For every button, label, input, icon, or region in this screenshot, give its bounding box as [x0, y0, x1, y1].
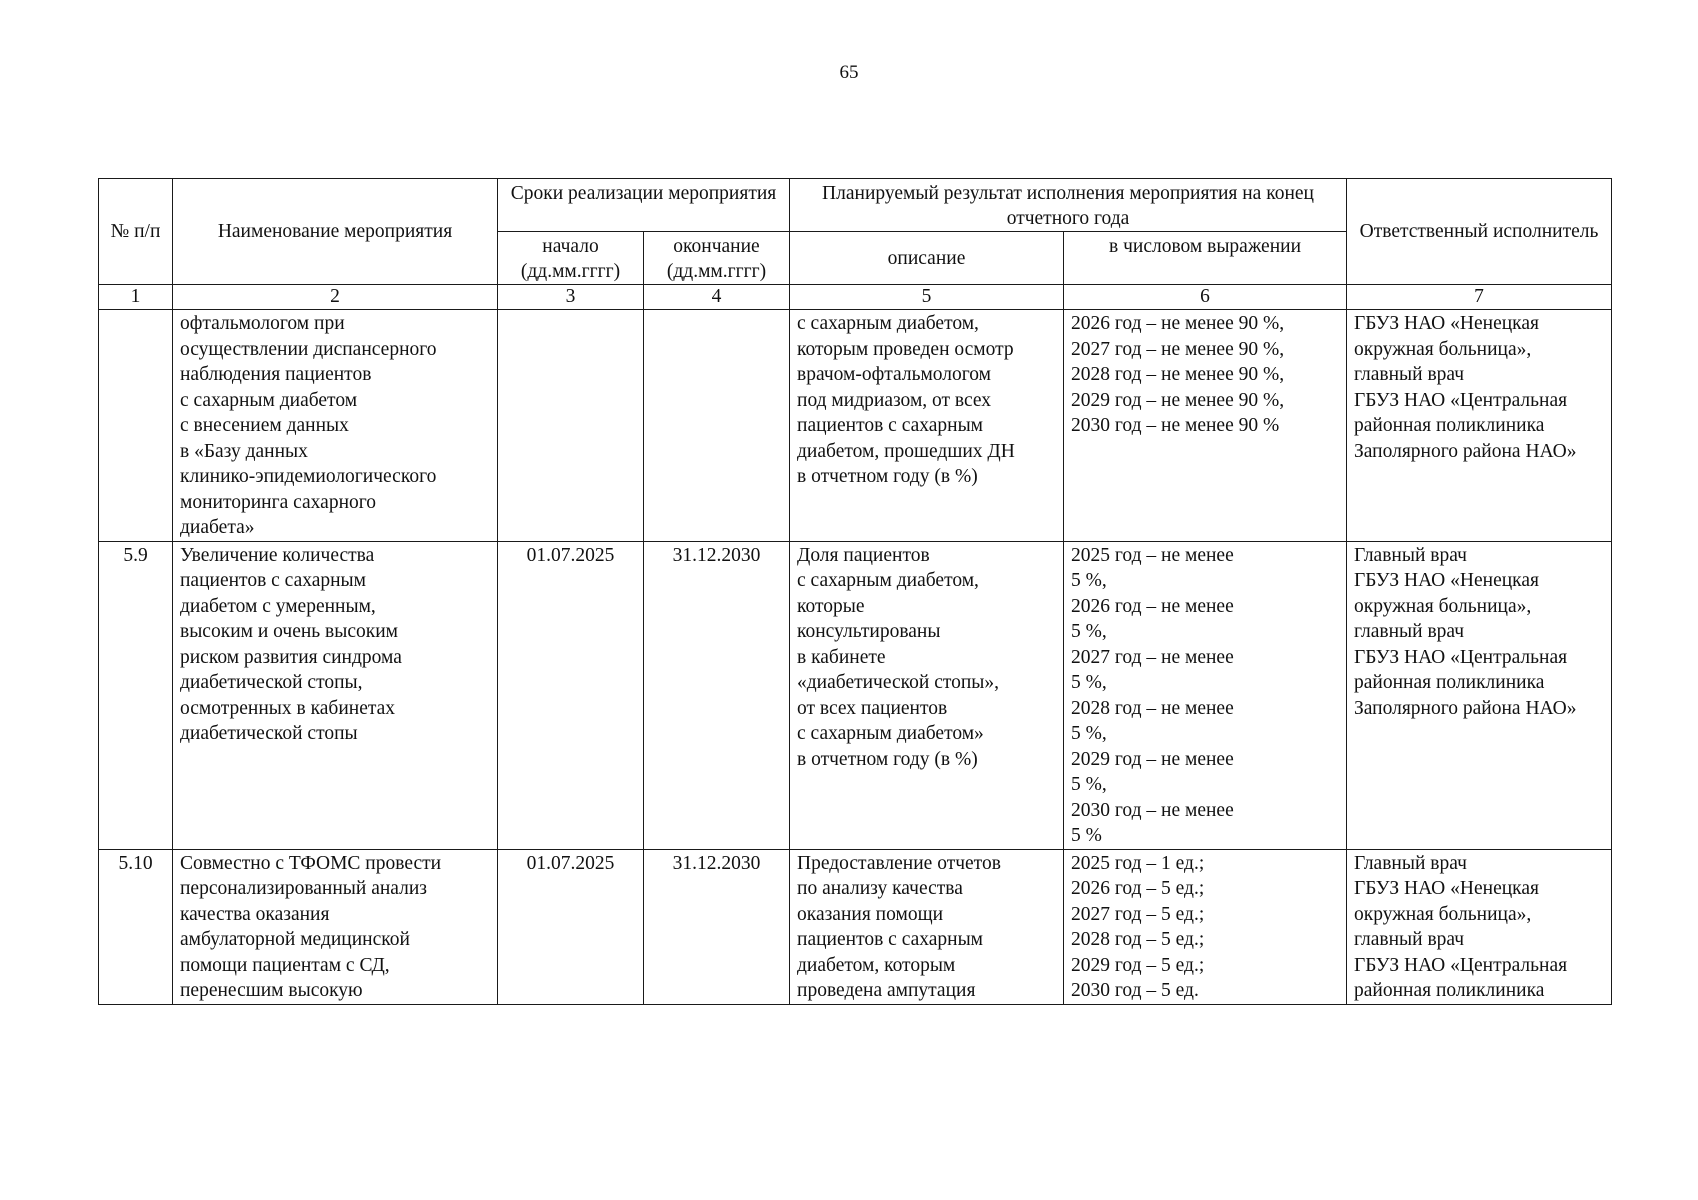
end-date	[644, 310, 790, 542]
responsible-executor-line: районная поликлиника	[1354, 415, 1545, 436]
measures-table	[98, 178, 1612, 1005]
header-responsible: Ответственный исполнитель	[1347, 179, 1612, 285]
measure-name-line: клинико-эпидемиологического	[180, 466, 437, 487]
result-description-line: с сахарным диабетом»	[797, 723, 984, 744]
measure-name-line: наблюдения пациентов	[180, 364, 372, 385]
responsible-executor-line: главный врач	[1354, 364, 1465, 385]
measure-name-line: диабета»	[180, 517, 255, 538]
result-description-line: диабетом, прошедших ДН	[797, 440, 1015, 462]
result-description-line: «диабетической стопы»,	[797, 672, 1000, 693]
result-description-line: диабетом, которым	[797, 954, 956, 976]
start-date	[498, 310, 644, 542]
start-date: 01.07.2025	[498, 541, 644, 849]
result-numeric-line: 5 %,	[1071, 570, 1107, 591]
column-number: 5	[790, 285, 1064, 310]
responsible-executor-line: ГБУЗ НАО «Центральная	[1354, 954, 1568, 976]
result-description-line: с сахарным диабетом,	[797, 570, 979, 591]
header-row-1	[99, 179, 1612, 232]
result-numeric-line: 2029 год – 5 ед.;	[1071, 954, 1205, 976]
result-numeric-line: 2025 год – 1 ед.;	[1071, 852, 1205, 874]
column-number: 2	[173, 285, 498, 310]
measure-name-line: Совместно с ТФОМС провести	[180, 852, 442, 874]
table-row	[99, 849, 1612, 1004]
measure-name-line: амбулаторной медицинской	[180, 929, 410, 950]
end-date: 31.12.2030	[644, 849, 790, 1004]
measure-name-line: осмотренных в кабинетах	[180, 697, 396, 719]
result-description	[790, 849, 1064, 1004]
result-numeric-line: 2030 год – не менее	[1071, 799, 1234, 821]
responsible-executor-line: окружная больница»,	[1354, 595, 1532, 617]
result-description-line: пациентов с сахарным	[797, 415, 984, 436]
page-number: 65	[839, 62, 859, 83]
result-numeric-line: 5 %,	[1071, 774, 1107, 795]
result-numeric-line: 2026 год – не менее 90 %,	[1071, 313, 1285, 334]
result-description-line: проведена ампутация	[797, 980, 976, 1001]
responsible-executor-line: Главный врач	[1354, 852, 1467, 874]
measure-name-line: диабетической стопы,	[180, 672, 363, 693]
measure-name-line: пациентов с сахарным	[180, 570, 367, 591]
result-numeric-line: 2027 год – не менее	[1071, 646, 1234, 668]
row-number: 5.9	[99, 541, 173, 849]
result-numeric-line: 2030 год – 5 ед.	[1071, 980, 1199, 1001]
measure-name-line: Увеличение количества	[180, 544, 375, 566]
responsible-executor-line: районная поликлиника	[1354, 672, 1545, 693]
measure-name-line: помощи пациентам с СД,	[180, 954, 390, 976]
result-description-line: оказания помощи	[797, 903, 944, 925]
table-row	[99, 541, 1612, 849]
header-terms: Сроки реализации мероприятия	[498, 179, 790, 232]
responsible-executor-line: районная поликлиника	[1354, 980, 1545, 1001]
header-result: Планируемый результат исполнения мероприятия на конец отчетного года	[790, 179, 1347, 232]
responsible-executor-line: главный врач	[1354, 621, 1465, 642]
result-numeric-line: 2026 год – 5 ед.;	[1071, 878, 1205, 899]
responsible-executor-line: ГБУЗ НАО «Центральная	[1354, 646, 1568, 668]
result-numeric-line: 5 %	[1071, 825, 1102, 846]
responsible-executor-line: окружная больница»,	[1354, 903, 1532, 925]
measure-name-line: с сахарным диабетом	[180, 389, 358, 411]
result-description-line: в отчетном году (в %)	[797, 466, 978, 487]
responsible-executor	[1347, 849, 1612, 1004]
column-number: 4	[644, 285, 790, 310]
result-numeric	[1064, 541, 1347, 849]
result-description-line: от всех пациентов	[797, 697, 948, 719]
table-row	[99, 310, 1612, 542]
measure-name-line: офтальмологом при	[180, 313, 345, 334]
result-description-line: которые	[797, 595, 865, 617]
responsible-executor	[1347, 541, 1612, 849]
row-number: 5.10	[99, 849, 173, 1004]
result-numeric-line: 5 %,	[1071, 672, 1107, 693]
measure-name	[173, 849, 498, 1004]
result-description-line: под мидриазом, от всех	[797, 389, 992, 411]
measure-name-line: риском развития синдрома	[180, 646, 402, 668]
measure-name-line: качества оказания	[180, 903, 330, 925]
end-date: 31.12.2030	[644, 541, 790, 849]
responsible-executor-line: Заполярного района НАО»	[1354, 697, 1577, 719]
column-number: 1	[99, 285, 173, 310]
header-name: Наименование мероприятия	[173, 179, 498, 285]
header-end: окончание (дд.мм.гггг)	[644, 232, 790, 285]
measure-name-line: в «Базу данных	[180, 440, 308, 462]
measure-name-line: персонализированный анализ	[180, 878, 427, 899]
result-numeric-line: 2029 год – не менее	[1071, 748, 1234, 770]
responsible-executor-line: Заполярного района НАО»	[1354, 440, 1577, 462]
header-num: № п/п	[99, 179, 173, 285]
column-numbers-row	[99, 285, 1612, 310]
result-numeric	[1064, 310, 1347, 542]
responsible-executor-line: ГБУЗ НАО «Ненецкая	[1354, 570, 1539, 591]
result-numeric-line: 2030 год – не менее 90 %	[1071, 415, 1280, 436]
measure-name-line: мониторинга сахарного	[180, 491, 377, 513]
result-description	[790, 310, 1064, 542]
column-number: 7	[1347, 285, 1612, 310]
result-numeric-line: 2027 год – 5 ед.;	[1071, 903, 1205, 925]
result-numeric-line: 2026 год – не менее	[1071, 595, 1234, 617]
result-description-line: с сахарным диабетом,	[797, 313, 979, 334]
result-numeric-line: 2025 год – не менее	[1071, 544, 1234, 566]
result-description-line: по анализу качества	[797, 878, 963, 899]
responsible-executor-line: окружная больница»,	[1354, 338, 1532, 360]
header-start: начало (дд.мм.гггг)	[498, 232, 644, 285]
result-numeric-line: 2028 год – 5 ед.;	[1071, 929, 1205, 950]
result-description-line: врачом-офтальмологом	[797, 364, 992, 385]
measure-name-line: осуществлении диспансерного	[180, 338, 437, 360]
result-numeric-line: 5 %,	[1071, 621, 1107, 642]
measure-name-line: перенесшим высокую	[180, 980, 363, 1001]
measure-name-line: с внесением данных	[180, 415, 349, 436]
header-description: описание	[790, 232, 1064, 285]
result-numeric	[1064, 849, 1347, 1004]
result-description-line: которым проведен осмотр	[797, 338, 1014, 360]
responsible-executor-line: Главный врач	[1354, 544, 1467, 566]
result-numeric-line: 2029 год – не менее 90 %,	[1071, 389, 1285, 411]
result-description-line: пациентов с сахарным	[797, 929, 984, 950]
measure-name-line: диабетической стопы	[180, 723, 358, 744]
result-description	[790, 541, 1064, 849]
result-description-line: в кабинете	[797, 646, 886, 668]
result-description-line: консультированы	[797, 621, 941, 642]
measure-name-line: диабетом с умеренным,	[180, 595, 376, 617]
responsible-executor-line: главный врач	[1354, 929, 1465, 950]
responsible-executor-line: ГБУЗ НАО «Ненецкая	[1354, 878, 1539, 899]
measure-name	[173, 310, 498, 542]
measure-name-line: высоким и очень высоким	[180, 621, 399, 642]
result-description-line: Предоставление отчетов	[797, 852, 1001, 874]
row-number	[99, 310, 173, 542]
result-numeric-line: 5 %,	[1071, 723, 1107, 744]
column-number: 3	[498, 285, 644, 310]
result-description-line: в отчетном году (в %)	[797, 748, 978, 770]
result-numeric-line: 2027 год – не менее 90 %,	[1071, 338, 1285, 360]
result-description-line: Доля пациентов	[797, 544, 930, 566]
column-number: 6	[1064, 285, 1347, 310]
result-numeric-line: 2028 год – не менее	[1071, 697, 1234, 719]
responsible-executor-line: ГБУЗ НАО «Ненецкая	[1354, 313, 1539, 334]
measure-name	[173, 541, 498, 849]
responsible-executor-line: ГБУЗ НАО «Центральная	[1354, 389, 1568, 411]
header-numeric: в числовом выражении	[1064, 232, 1347, 285]
result-numeric-line: 2028 год – не менее 90 %,	[1071, 364, 1285, 385]
responsible-executor	[1347, 310, 1612, 542]
start-date: 01.07.2025	[498, 849, 644, 1004]
